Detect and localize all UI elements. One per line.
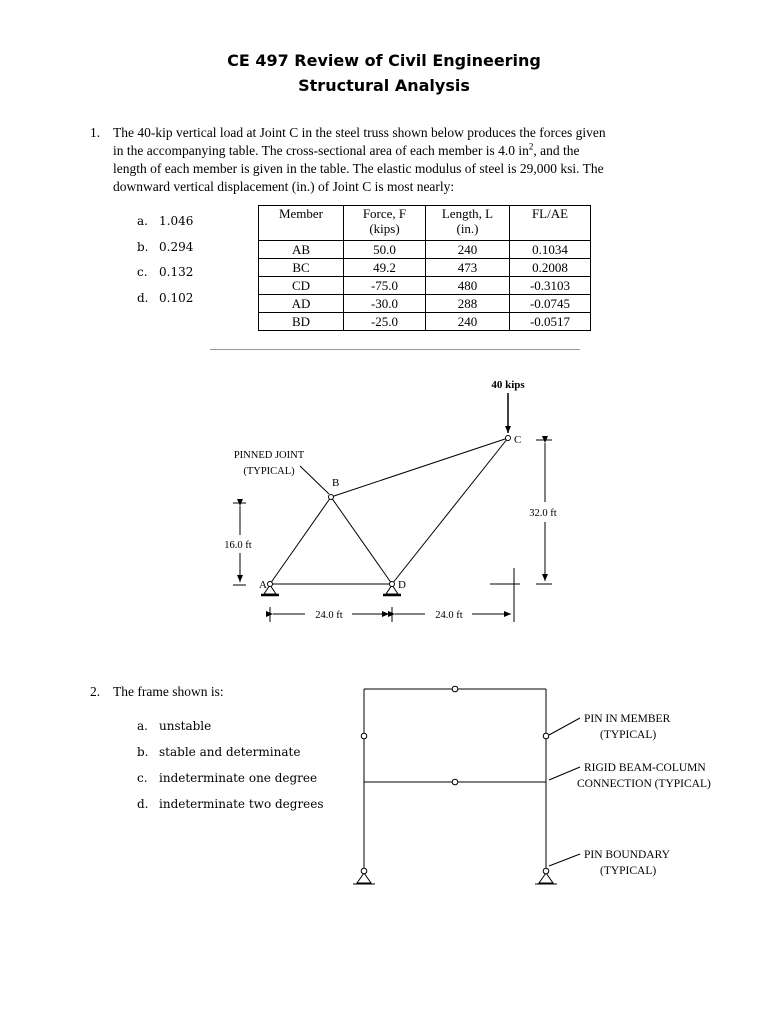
table-cell: -0.3103 [510,277,591,295]
q2-option-a[interactable]: a. unstable [137,719,212,733]
q1-option-b[interactable]: b. 0.294 [137,240,194,254]
table-header-length: Length, L (in.) [426,206,510,241]
table-cell: 240 [426,241,510,259]
pinned-joint-label: PINNED JOINT [233,450,305,461]
table-header-member: Member [259,206,344,241]
table-cell: 288 [426,295,510,313]
table-header-fl-ae: FL/AE [510,206,591,241]
dim-label-span-2: 24.0 ft [435,610,463,621]
pin-boundary-icon [361,868,367,874]
pin-member-label: (TYPICAL) [600,729,657,741]
dim-label-32ft: 32.0 ft [529,508,557,519]
rigid-connection-leader [549,767,580,780]
rigid-connection-label: CONNECTION (TYPICAL) [577,778,711,790]
table-header-force: Force, F (kips) [344,206,426,241]
joint-a-label: A [259,579,267,591]
q2-option-d[interactable]: d. indeterminate two degrees [137,797,324,811]
pin-in-member-icon [452,686,458,692]
question-1-line-2: in the accompanying table. The cross-sectional area of each member is 4.0 $in^2$, and the [113,141,580,158]
pin-boundary-leader [549,854,580,866]
pin-support-right-icon [539,873,553,883]
question-1-line-1: The 40-kip vertical load at Joint C in the steel truss shown below produces the forces given [113,125,606,140]
q2-option-c[interactable]: c. indeterminate one degree [137,771,318,785]
q1-option-d[interactable]: d. 0.102 [137,291,194,305]
table-cell: -25.0 [344,313,426,331]
table-cell: BC [259,259,344,277]
table-cell: -0.0517 [510,313,591,331]
dim-label-16ft: 16.0 ft [224,540,252,551]
question-2-number: 2. [90,684,101,699]
joint-c-label: C [514,434,522,446]
table-cell: 49.2 [344,259,426,277]
pin-in-member-icon [452,779,458,785]
table-cell: 50.0 [344,241,426,259]
pin-in-member-icon [361,733,367,739]
pin-in-member-icon [543,733,549,739]
joint-d-label: D [398,579,406,591]
pin-member-leader [549,718,580,735]
pin-boundary-icon [543,868,549,874]
superscript-2: 2 [528,141,534,152]
joint-b-label: B [332,477,340,489]
q2-option-b[interactable]: b. stable and determinate [137,745,301,759]
pinned-joint-label: (TYPICAL) [243,466,295,477]
question-1-number: 1. [90,125,101,140]
q1-option-a[interactable]: a. 1.046 [137,214,194,228]
table-cell: 0.1034 [510,241,591,259]
table-cell: AB [259,241,344,259]
table-cell: CD [259,277,344,295]
page-subtitle: Structural Analysis [298,76,470,95]
pin-boundary-label: PIN BOUNDARY [584,849,670,861]
load-label: 40 kips [491,379,525,391]
pin-member-label: PIN IN MEMBER [584,713,671,725]
table-cell: -75.0 [344,277,426,295]
question-1-line-3: length of each member is given in the table. The elastic modulus of steel is 29,000 ksi. The [113,161,604,176]
table-cell: 240 [426,313,510,331]
pin-support-left-icon [357,873,371,883]
pin-boundary-label: (TYPICAL) [600,865,657,877]
question-2-text: The frame shown is: [113,684,224,699]
q1-option-c[interactable]: c. 0.132 [137,265,194,279]
table-cell: 473 [426,259,510,277]
question-1-line-4: downward vertical displacement (in.) of Joint C is most nearly: [113,179,455,194]
table-cell: 480 [426,277,510,295]
rigid-connection-label: RIGID BEAM-COLUMN [584,762,706,774]
table-cell: AD [259,295,344,313]
table-cell: BD [259,313,344,331]
table-cell: 0.2008 [510,259,591,277]
table-cell: -0.0745 [510,295,591,313]
dim-label-span-1: 24.0 ft [315,610,343,621]
page-title: CE 497 Review of Civil Engineering [227,51,541,70]
table-cell: -30.0 [344,295,426,313]
